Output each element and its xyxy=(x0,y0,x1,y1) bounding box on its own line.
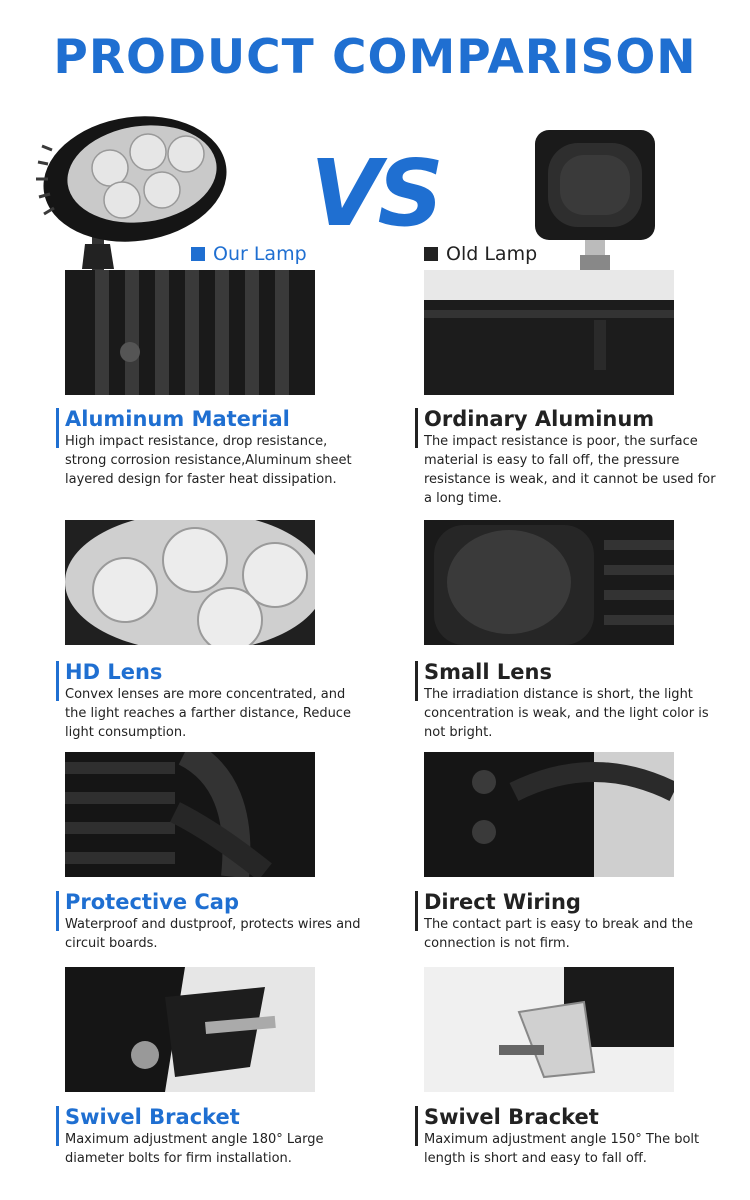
legend-old-lamp-label: Old Lamp xyxy=(446,243,538,265)
feature-title: Swivel Bracket xyxy=(415,1104,745,1130)
feature-title: HD Lens xyxy=(56,659,366,685)
feature-swivel-bracket-old xyxy=(415,1104,745,1168)
feature-title: Ordinary Aluminum xyxy=(415,406,725,432)
vs-label: VS xyxy=(310,140,440,247)
old-aluminum-photo xyxy=(424,270,674,395)
old-lens-photo xyxy=(424,520,674,645)
old-wiring-photo xyxy=(424,752,674,877)
our-bracket-photo xyxy=(65,967,315,1092)
feature-swivel-bracket-ours xyxy=(56,1104,366,1168)
feature-title: Aluminum Material xyxy=(56,406,366,432)
our-lens-photo xyxy=(65,520,315,645)
feature-title: Swivel Bracket xyxy=(56,1104,366,1130)
feature-description: Waterproof and dustproof, protects wires and circuit boards. xyxy=(65,917,361,951)
our-aluminum-photo xyxy=(65,270,315,395)
feature-title: Protective Cap xyxy=(56,889,366,915)
feature-aluminum-material xyxy=(56,406,366,489)
feature-hd-lens xyxy=(56,659,366,742)
feature-description: The irradiation distance is short, the light concentration is weak, and the light color is not bright. xyxy=(424,687,709,740)
feature-direct-wiring xyxy=(415,889,725,953)
black-square-icon xyxy=(424,247,438,261)
page-title: PRODUCT COMPARISON xyxy=(53,30,697,85)
legend-our-lamp-label: Our Lamp xyxy=(213,243,307,265)
feature-title: Direct Wiring xyxy=(415,889,725,915)
legend-old-lamp xyxy=(424,243,537,265)
legend-our-lamp xyxy=(191,243,307,265)
old-lamp-image xyxy=(530,125,660,290)
old-bracket-photo xyxy=(424,967,674,1092)
feature-ordinary-aluminum xyxy=(415,406,725,508)
feature-description: High impact resistance, drop resistance, strong corrosion resistance,Aluminum sheet layered design for faster heat dissipation. xyxy=(65,434,352,487)
feature-description: Maximum adjustment angle 180° Large diameter bolts for firm installation. xyxy=(65,1132,324,1166)
our-cap-photo xyxy=(65,752,315,877)
feature-description: The impact resistance is poor, the surface material is easy to fall off, the pressure resistance is weak, and it cannot be used for a long time. xyxy=(424,434,716,506)
feature-description: Convex lenses are more concentrated, and the light reaches a farther distance, Reduce light consumption. xyxy=(65,687,351,740)
feature-title: Small Lens xyxy=(415,659,725,685)
blue-square-icon xyxy=(191,247,205,261)
feature-protective-cap xyxy=(56,889,366,953)
feature-description: Maximum adjustment angle 150° The bolt length is short and easy to fall off. xyxy=(424,1132,700,1166)
feature-small-lens xyxy=(415,659,725,742)
feature-description: The contact part is easy to break and the connection is not firm. xyxy=(424,917,694,951)
